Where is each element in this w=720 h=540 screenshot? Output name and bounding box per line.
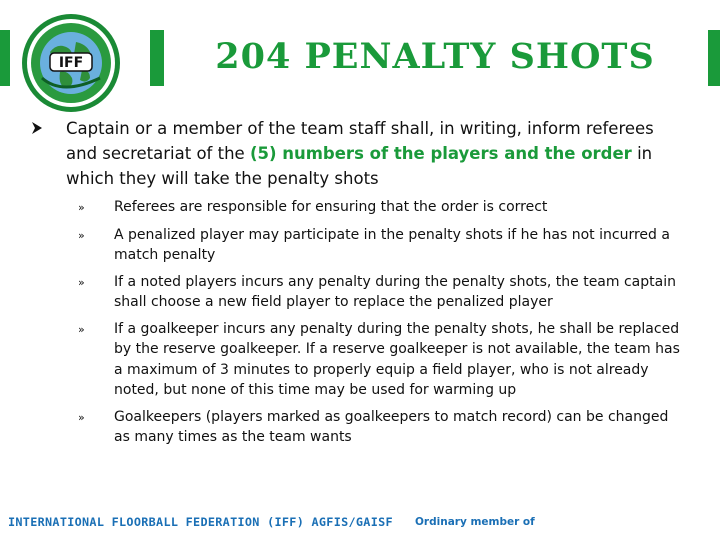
content-area xyxy=(30,116,690,454)
sub-bullet-marker: » xyxy=(78,322,85,336)
main-bullet xyxy=(30,116,690,191)
list-item xyxy=(30,197,690,219)
arrow-bullet-icon xyxy=(30,116,66,191)
accent-bar-right xyxy=(708,30,720,86)
footer-membership: Ordinary member of xyxy=(415,516,535,528)
sub-bullet-list xyxy=(30,197,690,448)
list-item xyxy=(30,272,690,313)
highlight-text: (5) numbers of the players and the order xyxy=(249,144,632,163)
sub-bullet-text: Goalkeepers (players marked as goalkeepers to match record) can be changed as many times as the team wants xyxy=(114,408,669,445)
sub-bullet-marker: » xyxy=(78,410,85,424)
sub-bullet-text: A penalized player may participate in the penalty shots if he has not incurred a match penalty xyxy=(114,226,670,263)
svg-text:IFF: IFF xyxy=(58,55,84,71)
main-bullet-text-end: in which they will take the penalty shots xyxy=(66,144,653,188)
slide-title: 204 PENALTY SHOTS xyxy=(215,36,655,77)
list-item xyxy=(30,319,690,401)
sub-bullet-text: If a goalkeeper incurs any penalty during the penalty shots, he shall be replaced by the reserve goalkeeper. If a reserve goalkeeper is not available, the team has a maximum of 3 minutes to properly equip a field player, who is not already noted, but none of this time may be used for warming up xyxy=(114,320,680,398)
main-bullet-text-start: Captain or a member of the team staff shall, in writing, inform referees and secretariat of the xyxy=(66,119,654,163)
sub-bullet-marker: » xyxy=(78,275,85,289)
accent-bar-left xyxy=(0,30,10,86)
accent-bar-middle xyxy=(150,30,164,86)
iff-logo-icon xyxy=(20,12,122,114)
main-bullet-text xyxy=(66,116,690,191)
sub-bullet-marker: » xyxy=(78,201,85,214)
sub-bullet-text: If a noted players incurs any penalty during the penalty shots, the team captain shall choose a new field player to replace the penalized player xyxy=(114,273,676,310)
sub-bullet-text: Referees are responsible for ensuring that the order is correct xyxy=(114,199,548,215)
footer-organization: INTERNATIONAL FLOORBALL FEDERATION (IFF) AGFIS/GAISF xyxy=(8,515,393,529)
sub-bullet-marker: » xyxy=(78,228,85,242)
list-item xyxy=(30,407,690,448)
list-item xyxy=(30,225,690,266)
